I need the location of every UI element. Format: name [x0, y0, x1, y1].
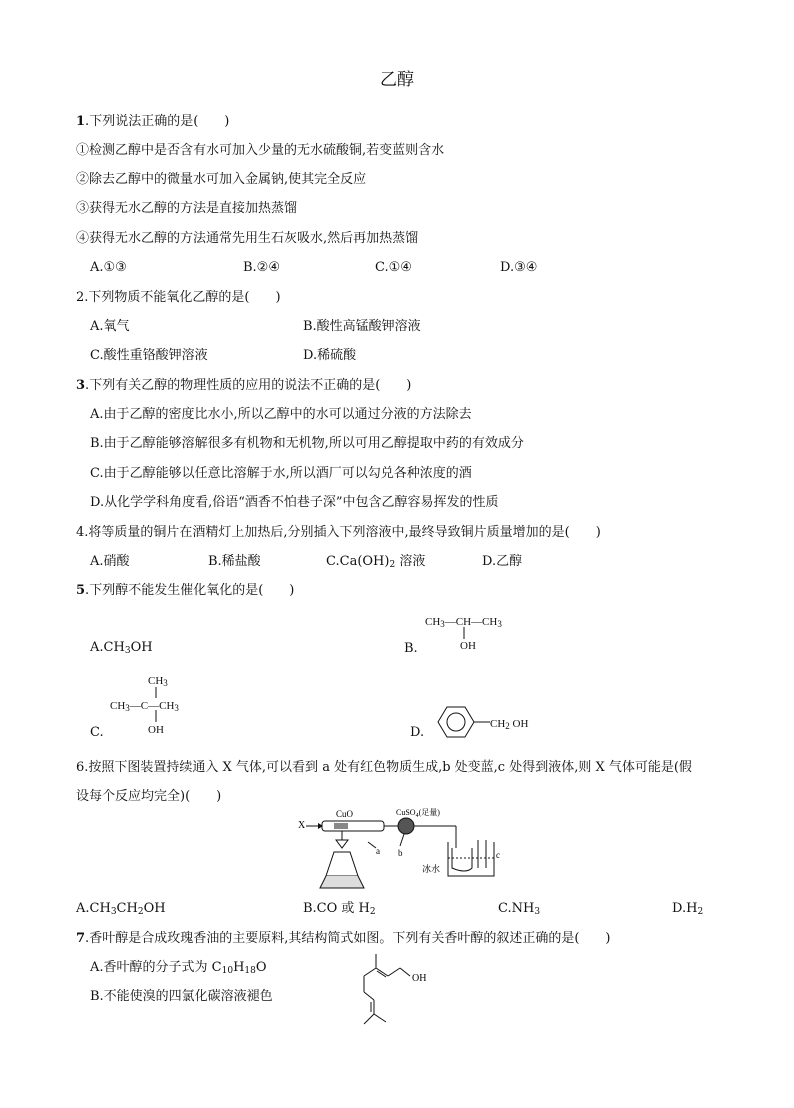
q4-option-c: $C.Ca(OH)_2$ 溶液	[326, 554, 426, 570]
q1-option-d: D.③④	[500, 260, 538, 275]
question-6-stem-line1: 6.按照下图装置持续通入 X 气体,可以看到 a 处有红色物质生成,b 处变蓝,c 处得到液体,则 X 气体可能是(假	[76, 760, 692, 775]
geraniol-structure	[348, 952, 438, 1028]
q3-option-b: B.由于乙醇能够溶解很多有机物和无机物,所以可用乙醇提取中药的有效成分	[90, 436, 524, 451]
q4-option-d: D.乙醇	[482, 554, 523, 569]
question-6-stem-line2: 设每个反应均完全)( )	[76, 789, 222, 804]
q1-statement-3: ③获得无水乙醇的方法是直接加热蒸馏	[76, 201, 298, 216]
apparatus-diagram	[296, 808, 516, 898]
q3-option-a: A.由于乙醇的密度比水小,所以乙醇中的水可以通过分液的方法除去	[90, 407, 472, 422]
q6-option-b: B.CO 或 $H_2$	[303, 901, 376, 917]
q7-option-b: B.不能使溴的四氯化碳溶液褪色	[90, 989, 273, 1004]
benzene-ring-icon	[428, 704, 498, 740]
q6-option-a: $A.CH_3CH_2OH$	[76, 901, 166, 917]
question-5-stem: 5.下列醇不能发生催化氧化的是( )	[76, 583, 295, 598]
q1-statement-2: ②除去乙醇中的微量水可加入金属钠,使其完全反应	[76, 172, 367, 187]
svg-text:c: c	[496, 850, 500, 860]
svg-text:a: a	[376, 846, 380, 856]
q3-option-c: C.由于乙醇能够以任意比溶解于水,所以酒厂可以勾兑各种浓度的酒	[90, 466, 472, 481]
q2-option-b: B.酸性高锰酸钾溶液	[303, 319, 421, 334]
q2-option-d: D.稀硫酸	[303, 348, 357, 363]
svg-text:X: X	[298, 820, 306, 831]
q4-option-b: B.稀盐酸	[208, 554, 261, 569]
question-4-stem: 4.将等质量的铜片在酒精灯上加热后,分别插入下列溶液中,最终导致铜片质量增加的是( )	[76, 525, 601, 540]
q7-option-a: A.香叶醇的分子式为 $C_{10}H_{18}O$	[90, 960, 267, 976]
q5-option-b-letter: B.	[404, 641, 418, 656]
question-3-stem: 3.下列有关乙醇的物理性质的应用的说法不正确的是( )	[76, 378, 412, 393]
question-7-stem: 7.香叶醇是合成玫瑰香油的主要原料,其结构简式如图。下列有关香叶醇的叙述正确的是( )	[76, 931, 611, 946]
q1-statement-4: ④获得无水乙醇的方法通常先用生石灰吸水,然后再加热蒸馏	[76, 231, 419, 246]
q6-option-c: $C.NH_3$	[498, 901, 541, 917]
q5-option-b-oh: OH	[460, 640, 476, 652]
svg-text:CuSO4(足量): CuSO$_4$(足量)	[396, 808, 440, 819]
svg-text:CuO: CuO	[336, 809, 354, 819]
q5-option-d-letter: D.	[410, 725, 425, 740]
q1-option-b: B.②④	[243, 260, 280, 275]
question-1-stem: 1.下列说法正确的是( )	[76, 114, 230, 129]
svg-text:OH: OH	[412, 973, 427, 984]
page-title: 乙醇	[380, 70, 414, 90]
q2-option-c: C.酸性重铬酸钾溶液	[90, 348, 208, 363]
q2-option-a: A.氧气	[90, 319, 130, 334]
question-2-stem: 2.下列物质不能氧化乙醇的是( )	[76, 290, 281, 305]
q5-option-c-oh: OH	[148, 724, 164, 736]
q5-option-a: $A.CH_3OH$	[90, 640, 153, 656]
q5-option-c-mid: $CH_3—C—CH_3$	[110, 700, 179, 713]
q3-option-d: D.从化学学科角度看,俗语“酒香不怕巷子深”中包含乙醇容易挥发的性质	[90, 495, 499, 510]
q5-option-d-group: $CH_2$ OH	[490, 718, 529, 731]
question-number: 1	[76, 114, 86, 129]
q6-option-d: $D.H_2$	[672, 901, 704, 917]
q1-statement-1: ①检测乙醇中是否含有水可加入少量的无水硫酸铜,若变蓝则含水	[76, 143, 445, 158]
q5-option-c-letter: C.	[90, 725, 104, 740]
svg-text:b: b	[398, 848, 403, 858]
q4-option-a: A.硝酸	[90, 554, 130, 569]
q1-option-a: A.①③	[90, 260, 127, 275]
q5-option-c-top: $CH_3$	[148, 675, 168, 688]
svg-text:冰水: 冰水	[422, 864, 441, 874]
q1-option-c: C.①④	[375, 260, 412, 275]
q5-option-b-chain: $CH_3—CH—CH_3$	[425, 616, 502, 629]
